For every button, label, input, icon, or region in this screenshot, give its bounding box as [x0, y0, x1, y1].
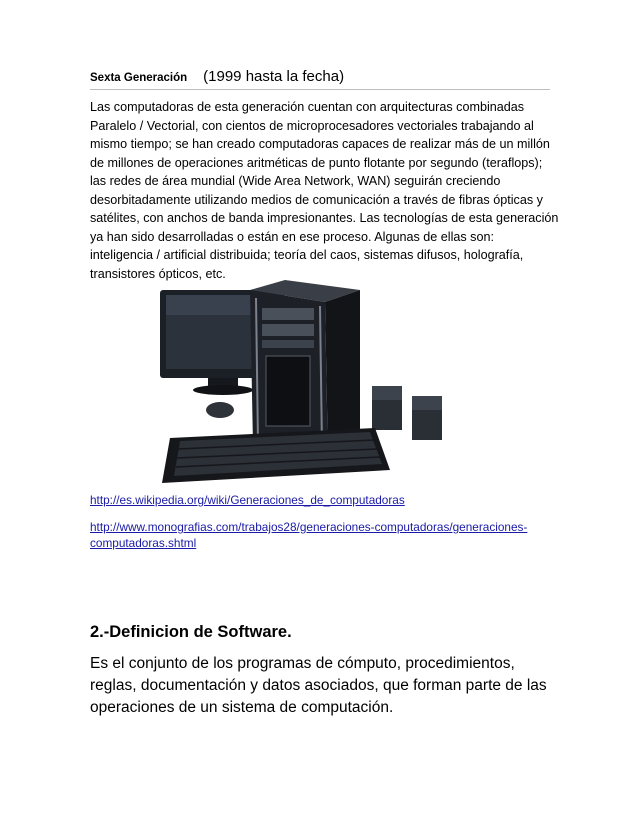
monografias-link[interactable]: http://www.monografias.com/trabajos28/generaciones-computadoras/generaciones-computadoras.shtml [90, 520, 528, 550]
section-date-range: (1999 hasta la fecha) [203, 68, 345, 85]
keyboard-image [162, 428, 390, 483]
speakers-image [372, 386, 442, 440]
section-paragraph: Las computadoras de esta generación cuentan con arquitecturas combinadas Paralelo / Vectorial, con cientos de microprocesadores vectoriales trabajando al mismo tiempo; se han creado computadoras capaces de realizar más de un millón de millones de operaciones aritméticas de punto flotante por segundo (teraflops); las redes de área mundial (Wide Area Network, WAN) seguirán creciendo desorbitadamente utilizando medios de comunicación a través de fibras ópticas y satélites, con anchos de banda impresionantes. Las tecnologías de esta generación ya han sido desarrolladas o están en ese proceso. Algunas de ellas son: inteligencia / artificial distribuida; teoría del caos, sistemas difusos, holografía, transistores ópticos, etc. [90, 100, 559, 281]
mouse-image [206, 402, 234, 418]
software-definition: Es el conjunto de los programas de cómputo, procedimientos, reglas, documentación y datos asociados, que forman parte de las operaciones de un sistema de computación. [90, 655, 547, 716]
section-label: Sexta Generación [90, 72, 188, 84]
computer-photo [150, 278, 480, 488]
wikipedia-link[interactable]: http://es.wikipedia.org/wiki/Generaciones_de_computadoras [90, 493, 405, 507]
software-title: 2.-Definicion de Software. [90, 623, 292, 641]
section-heading [90, 68, 550, 90]
